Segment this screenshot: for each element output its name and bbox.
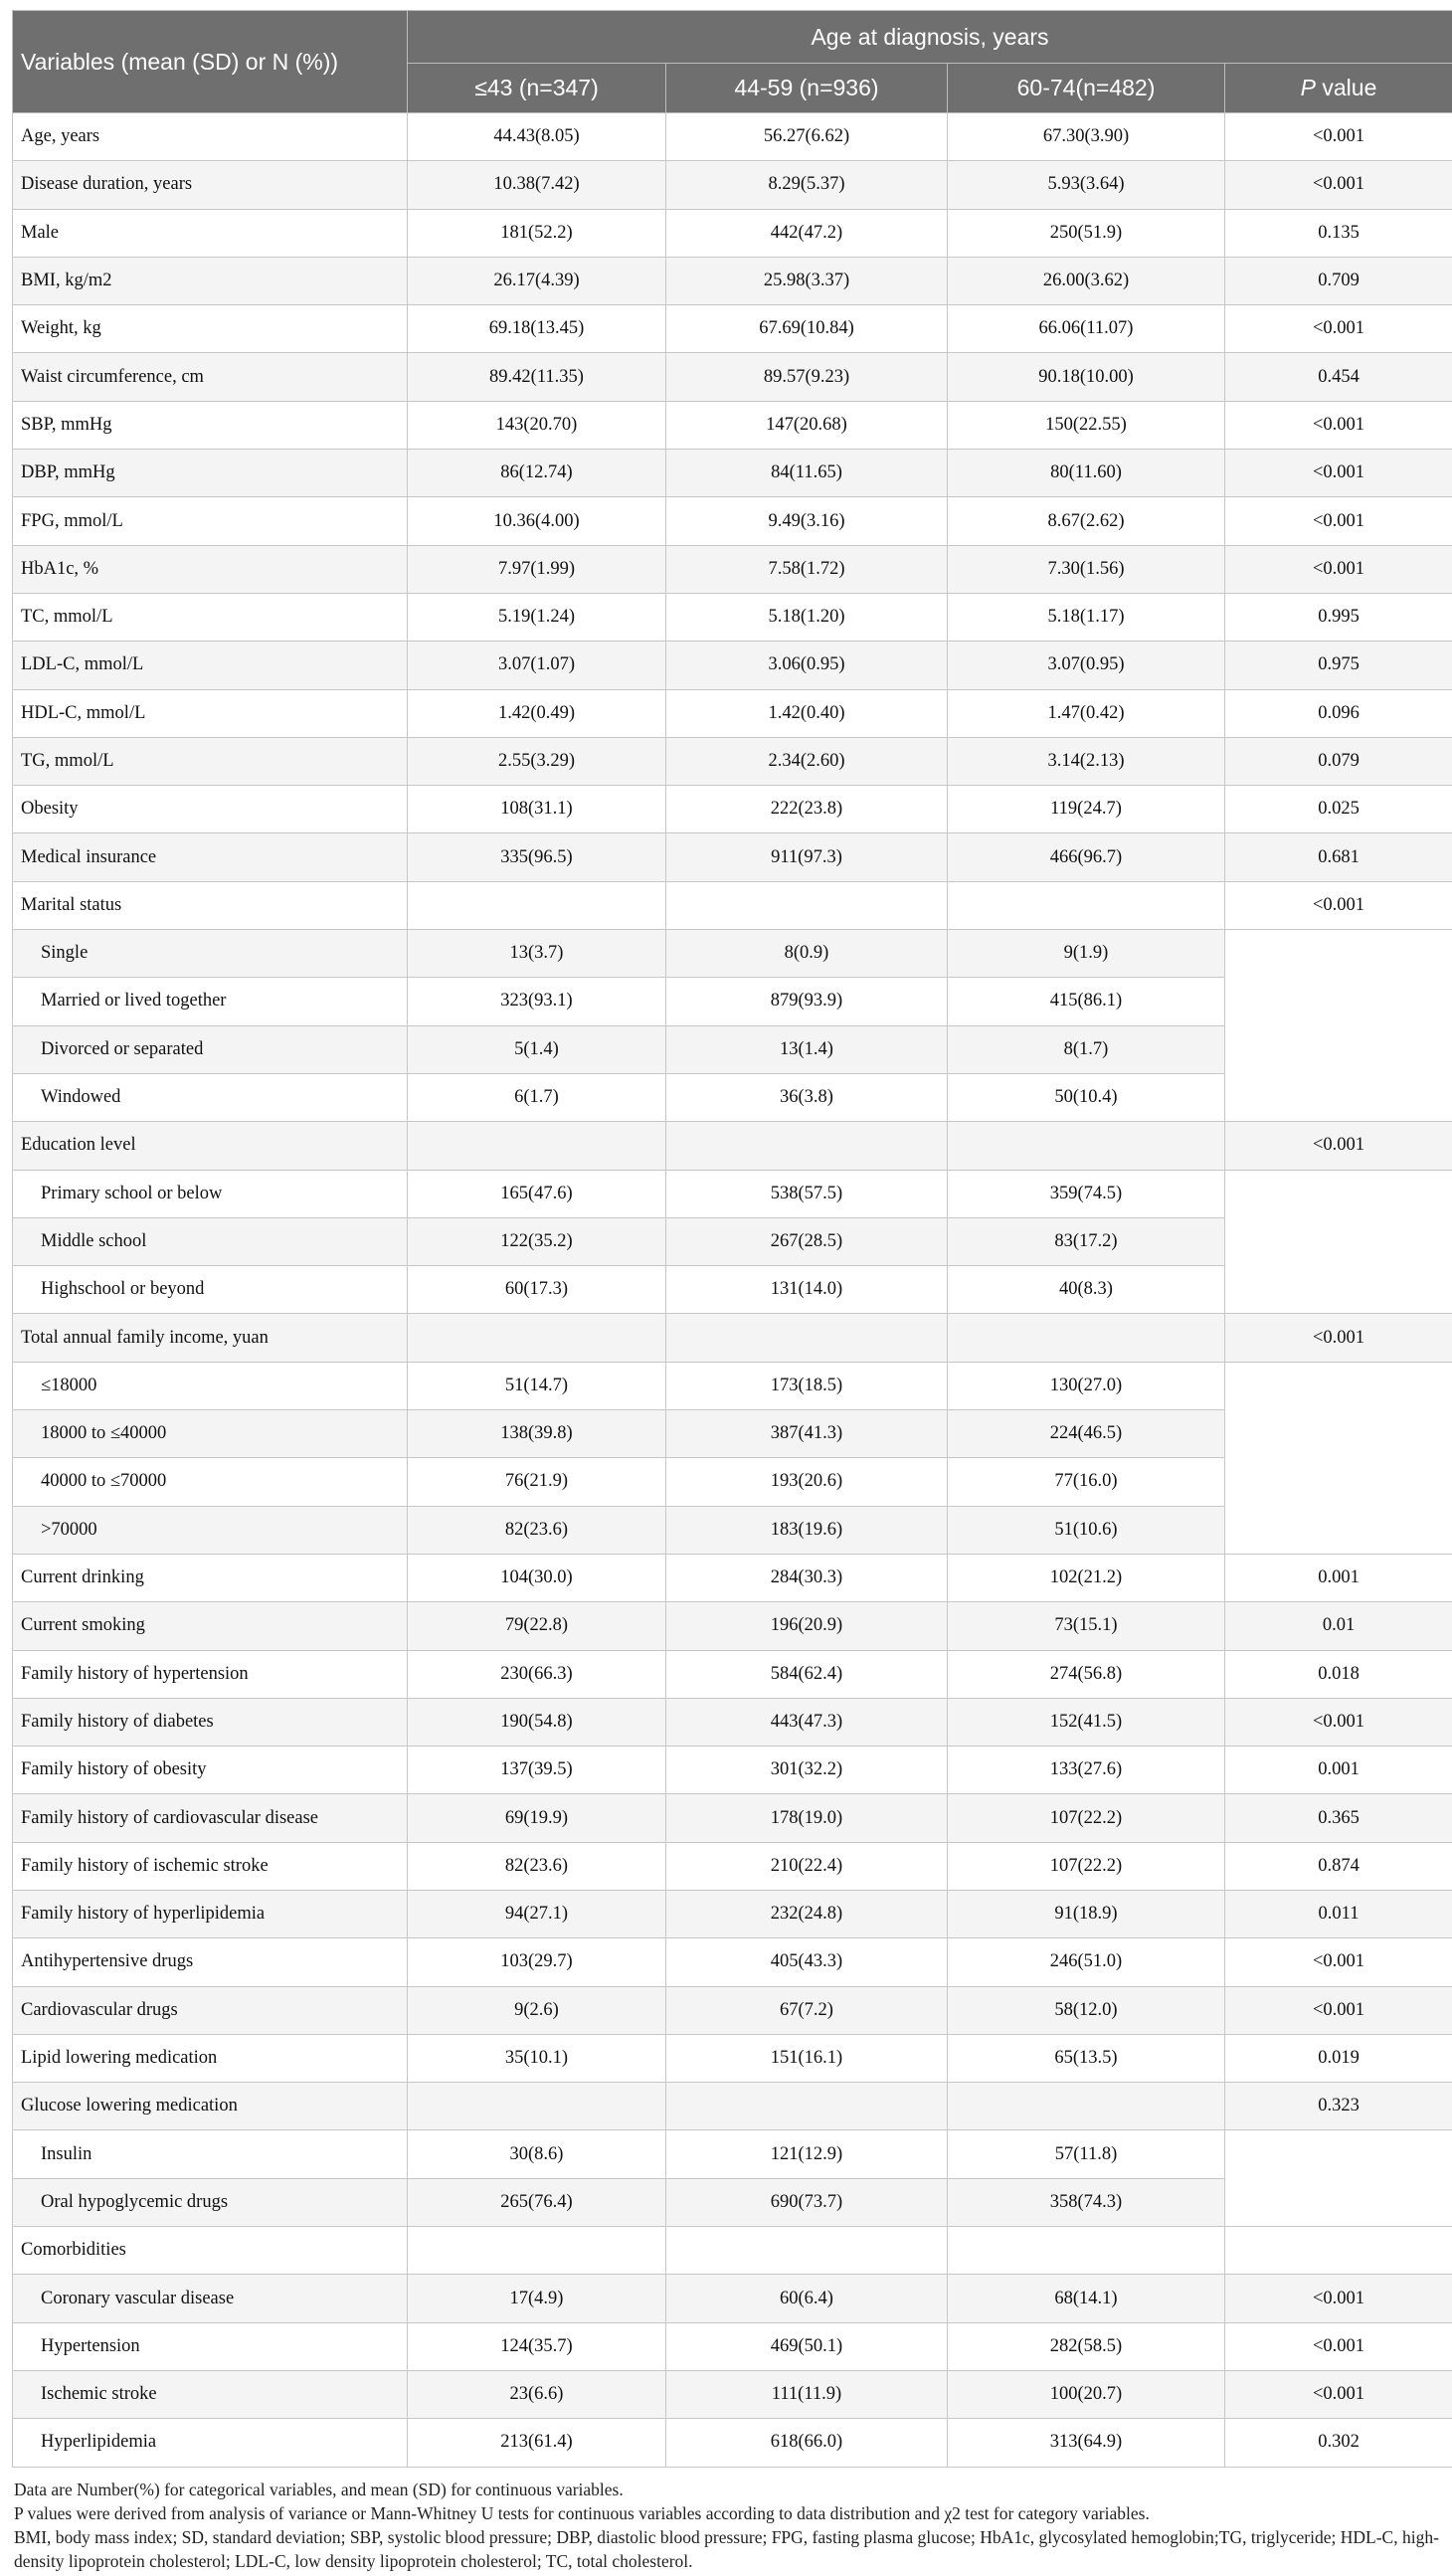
row-label: BMI, kg/m2 xyxy=(13,257,408,304)
cell-v1: 86(12.74) xyxy=(408,450,666,497)
p-symbol: P xyxy=(1300,75,1316,100)
footnote-line: BMI, body mass index; SD, standard deviation; SBP, systolic blood pressure; DBP, diastolic blood pressure; FPG, fasting plasma glucose; HbA1c, glycosylated hemoglobin;TG, triglyceride; HDL-C, high-density lipoprotein cholesterol; LDL-C, low density lipoprotein cholesterol; TC, total cholesterol. xyxy=(14,2526,1439,2571)
row-label: Hypertension xyxy=(13,2322,408,2370)
cell-v1: 79(22.8) xyxy=(408,1602,666,1650)
cell-v3: 77(16.0) xyxy=(948,1458,1225,1506)
cell-p-value: 0.975 xyxy=(1225,642,1452,689)
cell-v3: 40(8.3) xyxy=(948,1266,1225,1314)
cell-p-value xyxy=(1225,2130,1452,2227)
cell-v3 xyxy=(948,881,1225,929)
cell-v3 xyxy=(948,2083,1225,2130)
cell-v3: 80(11.60) xyxy=(948,450,1225,497)
table-row xyxy=(13,881,1452,929)
cell-v1: 5(1.4) xyxy=(408,1025,666,1073)
cell-v2: 538(57.5) xyxy=(666,1170,948,1217)
row-label: Disease duration, years xyxy=(13,161,408,209)
cell-p-value: <0.001 xyxy=(1225,161,1452,209)
cell-p-value: 0.302 xyxy=(1225,2419,1452,2467)
cell-v3: 7.30(1.56) xyxy=(948,545,1225,593)
cell-v3: 250(51.9) xyxy=(948,209,1225,257)
cell-v3: 246(51.0) xyxy=(948,1938,1225,1986)
cell-v2: 151(16.1) xyxy=(666,2034,948,2082)
cell-v3 xyxy=(948,1122,1225,1170)
cell-p-value: <0.001 xyxy=(1225,881,1452,929)
cell-v1: 5.19(1.24) xyxy=(408,593,666,641)
table-row xyxy=(13,1986,1452,2034)
table-row xyxy=(13,1794,1452,1842)
cell-v3: 67.30(3.90) xyxy=(948,113,1225,161)
row-label: FPG, mmol/L xyxy=(13,497,408,545)
p-value-word: value xyxy=(1322,75,1377,100)
cell-v2: 67.69(10.84) xyxy=(666,305,948,353)
cell-v1: 103(29.7) xyxy=(408,1938,666,1986)
cell-v1 xyxy=(408,2083,666,2130)
row-label: Ischemic stroke xyxy=(13,2370,408,2418)
row-label: Age, years xyxy=(13,113,408,161)
cell-v1 xyxy=(408,1122,666,1170)
row-label: HbA1c, % xyxy=(13,545,408,593)
table-row xyxy=(13,450,1452,497)
cell-v3: 68(14.1) xyxy=(948,2275,1225,2322)
row-label: Comorbidities xyxy=(13,2227,408,2275)
cell-v1: 30(8.6) xyxy=(408,2130,666,2178)
cell-v1: 124(35.7) xyxy=(408,2322,666,2370)
cell-v3: 282(58.5) xyxy=(948,2322,1225,2370)
cell-v2: 8.29(5.37) xyxy=(666,161,948,209)
cell-p-value: <0.001 xyxy=(1225,450,1452,497)
cell-p-value: <0.001 xyxy=(1225,113,1452,161)
cell-v1: 7.97(1.99) xyxy=(408,545,666,593)
row-label: Lipid lowering medication xyxy=(13,2034,408,2082)
cell-v1: 108(31.1) xyxy=(408,786,666,833)
cell-v3: 91(18.9) xyxy=(948,1890,1225,1937)
table-row xyxy=(13,401,1452,449)
cell-v3: 26.00(3.62) xyxy=(948,257,1225,304)
table-row xyxy=(13,930,1452,978)
footnote-line: Data are Number(%) for categorical variables, and mean (SD) for continuous variables. xyxy=(14,2479,624,2499)
cell-p-value: 0.995 xyxy=(1225,593,1452,641)
cell-v3: 133(27.6) xyxy=(948,1747,1225,1794)
table-row xyxy=(13,2130,1452,2178)
cell-v3: 58(12.0) xyxy=(948,1986,1225,2034)
cell-p-value: <0.001 xyxy=(1225,401,1452,449)
cell-v3 xyxy=(948,2227,1225,2275)
cell-v2 xyxy=(666,2227,948,2275)
cell-v1: 69(19.9) xyxy=(408,1794,666,1842)
cell-v1: 17(4.9) xyxy=(408,2275,666,2322)
cell-v2: 8(0.9) xyxy=(666,930,948,978)
table-row xyxy=(13,1938,1452,1986)
cell-v3: 73(15.1) xyxy=(948,1602,1225,1650)
row-label: Male xyxy=(13,209,408,257)
cell-v3: 66.06(11.07) xyxy=(948,305,1225,353)
row-label: Obesity xyxy=(13,786,408,833)
cell-v3: 415(86.1) xyxy=(948,978,1225,1025)
table-row xyxy=(13,497,1452,545)
row-label: 18000 to ≤40000 xyxy=(13,1410,408,1458)
cell-v3: 313(64.9) xyxy=(948,2419,1225,2467)
cell-p-value: 0.001 xyxy=(1225,1747,1452,1794)
table-row xyxy=(13,2322,1452,2370)
cell-p-value: 0.079 xyxy=(1225,737,1452,785)
cell-v3: 359(74.5) xyxy=(948,1170,1225,1217)
cell-v2: 284(30.3) xyxy=(666,1554,948,1601)
table-row xyxy=(13,1650,1452,1698)
cell-p-value: <0.001 xyxy=(1225,1938,1452,1986)
cell-v1: 89.42(11.35) xyxy=(408,353,666,401)
cell-v3: 3.14(2.13) xyxy=(948,737,1225,785)
cell-v3: 358(74.3) xyxy=(948,2178,1225,2226)
cell-v1: 138(39.8) xyxy=(408,1410,666,1458)
document-page xyxy=(12,10,1452,2573)
row-label: Divorced or separated xyxy=(13,1025,408,1073)
row-label: Hyperlipidemia xyxy=(13,2419,408,2467)
footnote-line: P values were derived from analysis of variance or Mann-Whitney U tests for continuous variables according to data distribution and χ2 test for category variables. xyxy=(14,2502,1150,2523)
cell-v1: 76(21.9) xyxy=(408,1458,666,1506)
table-row xyxy=(13,2370,1452,2418)
cell-v2: 84(11.65) xyxy=(666,450,948,497)
cell-v2: 879(93.9) xyxy=(666,978,948,1025)
cell-p-value: <0.001 xyxy=(1225,2322,1452,2370)
age-group-header: Age at diagnosis, years xyxy=(408,11,1452,64)
cell-v1: 3.07(1.07) xyxy=(408,642,666,689)
cell-p-value: 0.135 xyxy=(1225,209,1452,257)
row-label: Family history of hypertension xyxy=(13,1650,408,1698)
cell-v3: 102(21.2) xyxy=(948,1554,1225,1601)
row-label: Primary school or below xyxy=(13,1170,408,1217)
row-label: Education level xyxy=(13,1122,408,1170)
row-label: Highschool or beyond xyxy=(13,1266,408,1314)
cell-v3: 65(13.5) xyxy=(948,2034,1225,2082)
cell-v2: 690(73.7) xyxy=(666,2178,948,2226)
cell-v1: 23(6.6) xyxy=(408,2370,666,2418)
cell-v1: 6(1.7) xyxy=(408,1073,666,1121)
cell-p-value: 0.018 xyxy=(1225,1650,1452,1698)
cell-v3: 9(1.9) xyxy=(948,930,1225,978)
cell-p-value: <0.001 xyxy=(1225,2370,1452,2418)
cell-v2: 301(32.2) xyxy=(666,1747,948,1794)
table-row xyxy=(13,545,1452,593)
cell-v1: 94(27.1) xyxy=(408,1890,666,1937)
cell-v1: 44.43(8.05) xyxy=(408,113,666,161)
row-label: Family history of cardiovascular disease xyxy=(13,1794,408,1842)
cell-v1: 60(17.3) xyxy=(408,1266,666,1314)
cell-v1: 165(47.6) xyxy=(408,1170,666,1217)
table-row xyxy=(13,1362,1452,1409)
cell-v1: 51(14.7) xyxy=(408,1362,666,1409)
table-row xyxy=(13,2227,1452,2275)
cell-p-value: <0.001 xyxy=(1225,497,1452,545)
table-row xyxy=(13,1698,1452,1746)
cell-v3: 152(41.5) xyxy=(948,1698,1225,1746)
cell-v2: 2.34(2.60) xyxy=(666,737,948,785)
cell-v2: 121(12.9) xyxy=(666,2130,948,2178)
row-label: Windowed xyxy=(13,1073,408,1121)
row-label: Married or lived together xyxy=(13,978,408,1025)
row-label: >70000 xyxy=(13,1506,408,1554)
baseline-characteristics-table xyxy=(12,10,1452,2468)
cell-p-value: 0.874 xyxy=(1225,1842,1452,1890)
table-header xyxy=(13,11,1452,113)
column-header-age-44-59: 44-59 (n=936) xyxy=(666,64,948,113)
cell-v3: 90.18(10.00) xyxy=(948,353,1225,401)
row-label: DBP, mmHg xyxy=(13,450,408,497)
cell-p-value: <0.001 xyxy=(1225,545,1452,593)
table-row xyxy=(13,161,1452,209)
column-header-age-60-74: 60-74(n=482) xyxy=(948,64,1225,113)
cell-p-value xyxy=(1225,2227,1452,2275)
row-label: Weight, kg xyxy=(13,305,408,353)
cell-v3: 57(11.8) xyxy=(948,2130,1225,2178)
row-label: Coronary vascular disease xyxy=(13,2275,408,2322)
cell-p-value: 0.454 xyxy=(1225,353,1452,401)
cell-v3: 466(96.7) xyxy=(948,833,1225,881)
cell-p-value: 0.011 xyxy=(1225,1890,1452,1937)
cell-v2: 193(20.6) xyxy=(666,1458,948,1506)
cell-v2: 60(6.4) xyxy=(666,2275,948,2322)
cell-v2: 131(14.0) xyxy=(666,1266,948,1314)
cell-v3: 8.67(2.62) xyxy=(948,497,1225,545)
cell-v2: 178(19.0) xyxy=(666,1794,948,1842)
cell-v1: 82(23.6) xyxy=(408,1506,666,1554)
cell-v2: 469(50.1) xyxy=(666,2322,948,2370)
cell-v2: 222(23.8) xyxy=(666,786,948,833)
row-label: TG, mmol/L xyxy=(13,737,408,785)
cell-v3: 5.18(1.17) xyxy=(948,593,1225,641)
table-row xyxy=(13,786,1452,833)
cell-p-value xyxy=(1225,1170,1452,1314)
cell-v1 xyxy=(408,1314,666,1362)
cell-p-value xyxy=(1225,1362,1452,1554)
column-header-p-value xyxy=(1225,64,1452,113)
cell-p-value: 0.096 xyxy=(1225,689,1452,737)
cell-v2 xyxy=(666,1314,948,1362)
cell-v2: 13(1.4) xyxy=(666,1025,948,1073)
row-label: Cardiovascular drugs xyxy=(13,1986,408,2034)
cell-v1 xyxy=(408,881,666,929)
cell-p-value: 0.019 xyxy=(1225,2034,1452,2082)
cell-v1: 69.18(13.45) xyxy=(408,305,666,353)
cell-v3: 130(27.0) xyxy=(948,1362,1225,1409)
cell-p-value: 0.025 xyxy=(1225,786,1452,833)
table-row xyxy=(13,353,1452,401)
cell-v2: 147(20.68) xyxy=(666,401,948,449)
cell-v2: 1.42(0.40) xyxy=(666,689,948,737)
cell-p-value: 0.01 xyxy=(1225,1602,1452,1650)
row-label: Total annual family income, yuan xyxy=(13,1314,408,1362)
table-row xyxy=(13,2419,1452,2467)
row-label: Glucose lowering medication xyxy=(13,2083,408,2130)
table-row xyxy=(13,593,1452,641)
row-label: TC, mmol/L xyxy=(13,593,408,641)
table-row xyxy=(13,689,1452,737)
table-row xyxy=(13,209,1452,257)
table-row xyxy=(13,305,1452,353)
table-row xyxy=(13,642,1452,689)
cell-v2 xyxy=(666,1122,948,1170)
table-row xyxy=(13,1314,1452,1362)
column-header-age-le43: ≤43 (n=347) xyxy=(408,64,666,113)
cell-p-value: 0.365 xyxy=(1225,1794,1452,1842)
cell-p-value: 0.709 xyxy=(1225,257,1452,304)
cell-v2: 442(47.2) xyxy=(666,209,948,257)
cell-v3: 83(17.2) xyxy=(948,1217,1225,1265)
cell-v2: 173(18.5) xyxy=(666,1362,948,1409)
cell-v3: 107(22.2) xyxy=(948,1842,1225,1890)
cell-v2: 443(47.3) xyxy=(666,1698,948,1746)
cell-v3: 100(20.7) xyxy=(948,2370,1225,2418)
cell-v3: 107(22.2) xyxy=(948,1794,1225,1842)
table-row xyxy=(13,1842,1452,1890)
cell-v2 xyxy=(666,881,948,929)
row-label: HDL-C, mmol/L xyxy=(13,689,408,737)
row-label: Middle school xyxy=(13,1217,408,1265)
cell-v3: 5.93(3.64) xyxy=(948,161,1225,209)
cell-v1: 13(3.7) xyxy=(408,930,666,978)
cell-p-value: <0.001 xyxy=(1225,1698,1452,1746)
table-footnotes xyxy=(12,2478,1446,2573)
table-row xyxy=(13,2083,1452,2130)
cell-v1: 9(2.6) xyxy=(408,1986,666,2034)
cell-v1: 2.55(3.29) xyxy=(408,737,666,785)
cell-v2: 183(19.6) xyxy=(666,1506,948,1554)
cell-v2: 267(28.5) xyxy=(666,1217,948,1265)
cell-v1: 82(23.6) xyxy=(408,1842,666,1890)
cell-v2: 56.27(6.62) xyxy=(666,113,948,161)
table-row xyxy=(13,1747,1452,1794)
cell-v2: 210(22.4) xyxy=(666,1842,948,1890)
cell-p-value: 0.323 xyxy=(1225,2083,1452,2130)
cell-v1: 1.42(0.49) xyxy=(408,689,666,737)
cell-v2: 89.57(9.23) xyxy=(666,353,948,401)
cell-v2: 36(3.8) xyxy=(666,1073,948,1121)
cell-v2: 3.06(0.95) xyxy=(666,642,948,689)
cell-p-value: <0.001 xyxy=(1225,305,1452,353)
cell-v3: 3.07(0.95) xyxy=(948,642,1225,689)
cell-v3: 150(22.55) xyxy=(948,401,1225,449)
cell-p-value: <0.001 xyxy=(1225,2275,1452,2322)
row-label: Family history of diabetes xyxy=(13,1698,408,1746)
cell-v3 xyxy=(948,1314,1225,1362)
cell-v3: 1.47(0.42) xyxy=(948,689,1225,737)
cell-p-value xyxy=(1225,930,1452,1122)
row-label: Single xyxy=(13,930,408,978)
table-row xyxy=(13,1602,1452,1650)
table-row xyxy=(13,2034,1452,2082)
cell-v1: 104(30.0) xyxy=(408,1554,666,1601)
row-label: 40000 to ≤70000 xyxy=(13,1458,408,1506)
row-label: Current smoking xyxy=(13,1602,408,1650)
variables-column-header: Variables (mean (SD) or N (%)) xyxy=(13,11,408,113)
row-label: Medical insurance xyxy=(13,833,408,881)
cell-v2: 584(62.4) xyxy=(666,1650,948,1698)
cell-v2: 111(11.9) xyxy=(666,2370,948,2418)
cell-v2: 25.98(3.37) xyxy=(666,257,948,304)
cell-v2 xyxy=(666,2083,948,2130)
table-row xyxy=(13,113,1452,161)
row-label: Family history of hyperlipidemia xyxy=(13,1890,408,1937)
table-row xyxy=(13,257,1452,304)
cell-v2: 67(7.2) xyxy=(666,1986,948,2034)
cell-v2: 9.49(3.16) xyxy=(666,497,948,545)
row-label: Insulin xyxy=(13,2130,408,2178)
cell-p-value: 0.681 xyxy=(1225,833,1452,881)
table-row xyxy=(13,1122,1452,1170)
cell-v2: 911(97.3) xyxy=(666,833,948,881)
table-row xyxy=(13,737,1452,785)
cell-v3: 8(1.7) xyxy=(948,1025,1225,1073)
row-label: LDL-C, mmol/L xyxy=(13,642,408,689)
cell-v3: 274(56.8) xyxy=(948,1650,1225,1698)
cell-v1: 181(52.2) xyxy=(408,209,666,257)
row-label: ≤18000 xyxy=(13,1362,408,1409)
cell-v1: 335(96.5) xyxy=(408,833,666,881)
cell-v2: 5.18(1.20) xyxy=(666,593,948,641)
row-label: Family history of ischemic stroke xyxy=(13,1842,408,1890)
cell-v1: 122(35.2) xyxy=(408,1217,666,1265)
cell-v2: 7.58(1.72) xyxy=(666,545,948,593)
row-label: Current drinking xyxy=(13,1554,408,1601)
cell-v2: 387(41.3) xyxy=(666,1410,948,1458)
cell-v3: 119(24.7) xyxy=(948,786,1225,833)
cell-v1: 35(10.1) xyxy=(408,2034,666,2082)
cell-p-value: 0.001 xyxy=(1225,1554,1452,1601)
row-label: Antihypertensive drugs xyxy=(13,1938,408,1986)
cell-v1: 10.38(7.42) xyxy=(408,161,666,209)
cell-v1: 190(54.8) xyxy=(408,1698,666,1746)
table-row xyxy=(13,833,1452,881)
row-label: Family history of obesity xyxy=(13,1747,408,1794)
cell-v1: 10.36(4.00) xyxy=(408,497,666,545)
cell-v1: 230(66.3) xyxy=(408,1650,666,1698)
cell-v1: 265(76.4) xyxy=(408,2178,666,2226)
cell-v2: 405(43.3) xyxy=(666,1938,948,1986)
cell-v1: 26.17(4.39) xyxy=(408,257,666,304)
cell-v1: 323(93.1) xyxy=(408,978,666,1025)
row-label: Marital status xyxy=(13,881,408,929)
cell-v3: 50(10.4) xyxy=(948,1073,1225,1121)
cell-v2: 232(24.8) xyxy=(666,1890,948,1937)
cell-v1 xyxy=(408,2227,666,2275)
row-label: SBP, mmHg xyxy=(13,401,408,449)
table-row xyxy=(13,1890,1452,1937)
cell-v2: 196(20.9) xyxy=(666,1602,948,1650)
table-body xyxy=(13,113,1452,2468)
cell-v3: 224(46.5) xyxy=(948,1410,1225,1458)
cell-v1: 213(61.4) xyxy=(408,2419,666,2467)
cell-v3: 51(10.6) xyxy=(948,1506,1225,1554)
cell-p-value: <0.001 xyxy=(1225,1314,1452,1362)
cell-v2: 618(66.0) xyxy=(666,2419,948,2467)
table-row xyxy=(13,2275,1452,2322)
cell-p-value: <0.001 xyxy=(1225,1122,1452,1170)
table-row xyxy=(13,1170,1452,1217)
cell-v1: 137(39.5) xyxy=(408,1747,666,1794)
row-label: Waist circumference, cm xyxy=(13,353,408,401)
row-label: Oral hypoglycemic drugs xyxy=(13,2178,408,2226)
table-row xyxy=(13,1554,1452,1601)
cell-p-value: <0.001 xyxy=(1225,1986,1452,2034)
cell-v1: 143(20.70) xyxy=(408,401,666,449)
